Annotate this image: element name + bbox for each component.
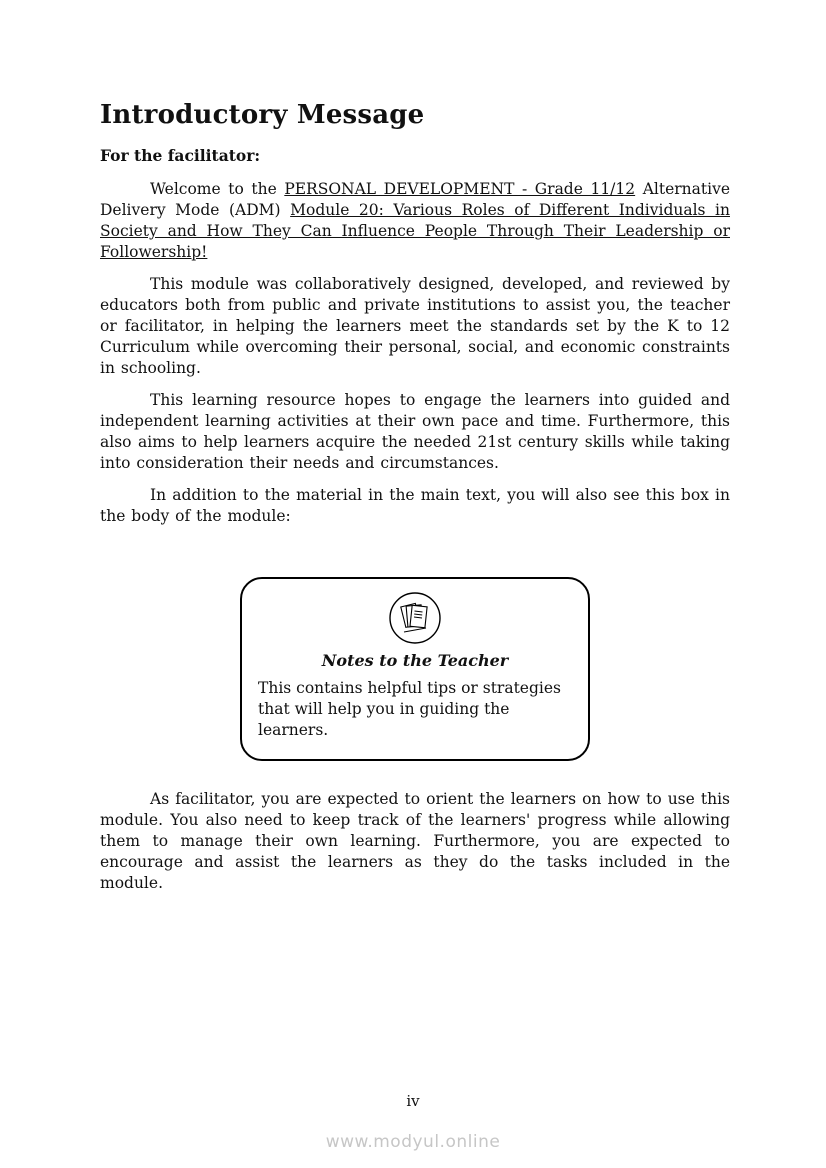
paragraph-learning-resource: This learning resource hopes to engage the learners into guided and independent learning activities at their own pace and time. Furthermore, this also aims to help learners acquire the needed 21st century skills while taking into consideration their needs and circumstances. [100,391,730,472]
module-title-underlined: Module 20: Various Roles of Different Individuals in Society and How They Can Influence People Through Their Leadership or Followership! [100,201,730,261]
page-title: Introductory Message [100,100,425,130]
notes-icon [388,591,442,645]
adm-text: Alternative Delivery Mode (ADM) [100,180,730,219]
watermark-text: www.modyul.online [325,1132,501,1152]
paragraph-facilitator-role: As facilitator, you are expected to orient the learners on how to use this module. You also need to keep track of the learners' progress while allowing them to manage their own learning. Furthermore, you are expected to encourage and assist the learners as they do the tasks included in the module. [100,790,730,892]
page-number: iv [406,1092,420,1110]
notes-icon-wrap [258,591,572,645]
paragraph-welcome [100,179,730,263]
paragraph-box-intro: In addition to the material in the main text, you will also see this box in the body of the module: [100,486,730,525]
notes-box-title: Notes to the Teacher [321,651,509,670]
notes-to-teacher-box [240,577,590,761]
notes-box-body: This contains helpful tips or strategies that will help you in guiding the learners. [258,679,561,739]
subject-title-underlined: PERSONAL DEVELOPMENT - Grade 11/12 [284,180,636,198]
paragraph-module-design: This module was collaboratively designed, developed, and reviewed by educators both from public and private institutions to assist you, the teacher or facilitator, in helping the learners meet the standards set by the K to 12 Curriculum while overcoming their personal, social, and economic constraints in schooling. [100,275,730,377]
facilitator-heading: For the facilitator: [100,146,261,165]
welcome-text: Welcome to the [150,180,285,198]
